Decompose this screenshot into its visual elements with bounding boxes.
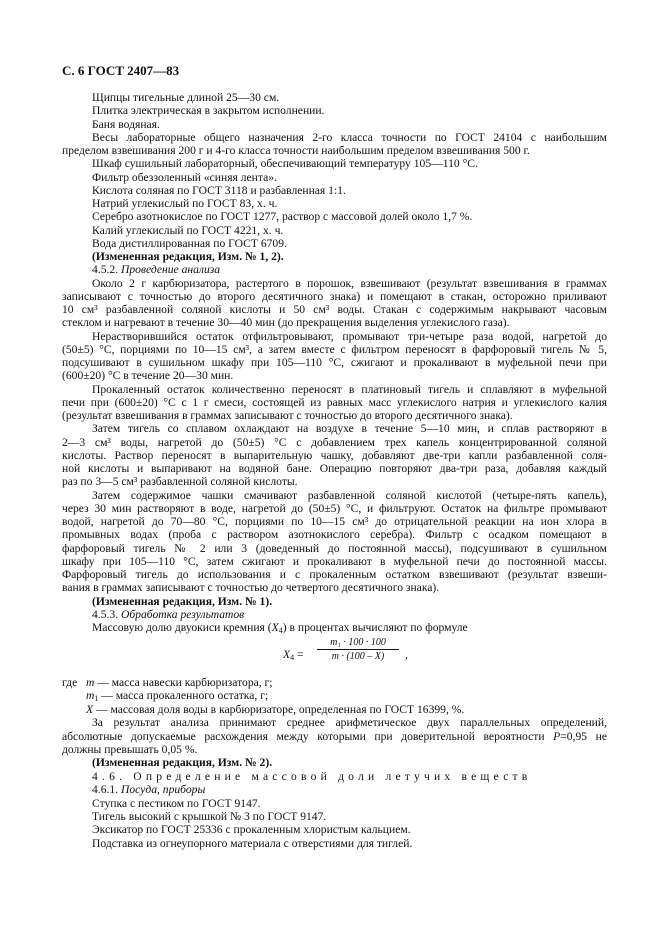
text-run: Калий углекислый по ГОСТ 4221, х. ч. xyxy=(92,223,284,237)
text-run: За результат анализа принимают среднее арифметическое двух параллельных определений, xyxy=(92,716,607,730)
text-run: Серебро азотнокислое по ГОСТ 1277, раствор с массовой долей около 1,7 %. xyxy=(92,210,473,224)
text-run: Натрий углекислый по ГОСТ 83, х. ч. xyxy=(92,197,278,210)
formula-equals: = xyxy=(294,648,304,661)
text-run: ) в процентах вычисляют по формуле xyxy=(282,621,468,634)
text-line xyxy=(92,595,607,609)
text-line xyxy=(62,449,607,463)
text-run: (результат взвешивания в граммах записывают с точностью до второго десятичного знака). xyxy=(62,409,513,422)
text-run: Вода дистиллированная по ГОСТ 6709. xyxy=(92,236,287,250)
text-run: Нерастворившийся остаток отфильтровывают, промывают три-четыре раза водой, нагретой до xyxy=(92,329,607,343)
text-run: P xyxy=(553,729,561,743)
text-run: 4.6. Определение массовой доли летучих веществ xyxy=(92,769,532,783)
definition-line xyxy=(62,676,607,690)
text-line xyxy=(92,197,607,211)
text-run: Фильтр обеззоленный «синяя лента». xyxy=(92,170,277,184)
text-line xyxy=(92,157,607,171)
text-line xyxy=(62,502,607,516)
formula-denominator: m · (100 – X) xyxy=(331,651,385,662)
text-run: (Измененная редакция, Изм. № 1, 2). xyxy=(92,250,284,263)
text-run: 4.5.3. xyxy=(92,607,121,621)
text-run: (600±20) °С в течение 20—30 мин. xyxy=(62,369,234,383)
text-line xyxy=(92,237,607,251)
text-run: Щипцы тигельные длиной 25—30 см. xyxy=(92,91,280,104)
text-line xyxy=(92,330,607,344)
text-line xyxy=(92,184,607,198)
text-run: — массовая доля воды в карбюризаторе, определенная по ГОСТ 16399, %. xyxy=(93,702,465,716)
text-run: Эксикатор по ГОСТ 25336 с прокаленным хлористым кальцием. xyxy=(92,823,411,837)
text-line xyxy=(62,462,607,476)
text-run: X xyxy=(271,621,279,634)
text-line xyxy=(92,770,607,784)
text-line xyxy=(62,369,607,383)
text-run: Около 2 г карбюризатора, растертого в порошок, взвешивают (результат взвешивания в граммах xyxy=(92,276,607,290)
text-run: печи при (600±20) °С с 1 г смеси, состоящей из равных масс углекислого натрия и углекислого калия xyxy=(62,395,607,409)
text-run: вания в граммах записывают с точностью до четвертого десятичного знака). xyxy=(62,581,440,595)
text-run: (Измененная редакция, Изм. № 2). xyxy=(92,756,273,770)
text-line xyxy=(92,823,607,837)
text-line xyxy=(62,743,607,757)
text-run: стеклом и нагревают в течение 30—40 мин (до прекращения выделения углекислого газа). xyxy=(62,316,510,330)
formula-subscript: 4 xyxy=(290,653,295,662)
text-run: — масса навески карбюризатора, г; xyxy=(94,676,273,689)
text-run: Затем содержимое чашки смачивают разбавленной соляной кислотой (четыре-пять капель), xyxy=(92,488,607,502)
text-run: Весы лабораторные общего назначения 2-го класса точности по ГОСТ 24104 с наибольшим xyxy=(92,130,607,144)
text-line xyxy=(62,396,607,410)
text-line xyxy=(92,250,607,264)
text-line xyxy=(62,475,607,489)
text-run: записывают с точностью до второго десятичного знака) и помещают в стакан, осторожно приливают xyxy=(62,289,607,303)
definition-line xyxy=(86,689,607,703)
text-line xyxy=(92,783,607,797)
page-header: С. 6 ГОСТ 2407—83 xyxy=(62,63,180,78)
text-line xyxy=(62,436,607,450)
text-run: Затем тигель со сплавом охлаждают на воздухе в течение 5—10 мин, и сплав растворяют в xyxy=(92,422,607,436)
text-run: Обработка результатов xyxy=(120,607,245,621)
formula-numerator: m₁ · 100 · 100 xyxy=(317,636,399,650)
text-run: должны превышать 0,05 %. xyxy=(62,743,198,756)
text-line xyxy=(92,837,607,851)
text-run: где xyxy=(62,676,78,689)
text-line xyxy=(92,263,607,277)
text-run: Шкаф сушильный лабораторный, обеспечивающий температуру 105—110 °С. xyxy=(92,157,478,171)
text-line xyxy=(92,608,607,622)
text-line xyxy=(62,144,607,158)
text-line xyxy=(92,810,607,824)
text-line xyxy=(92,277,607,291)
text-line xyxy=(62,528,607,542)
text-run: промывных водах (проба с раствором азотнокислого серебра). Фильтр с осадком помещают в xyxy=(62,528,607,542)
text-run: фарфоровый тигель № 2 или 3 (доведенный до постоянной массы), подсушивают в сушильном xyxy=(62,541,607,555)
text-run: 4.5.2. xyxy=(92,263,121,277)
text-run: подсушивают в сушильном шкафу при 105—110 °С, сжигают и прокаливают в муфельной печи при xyxy=(62,356,607,369)
text-line xyxy=(92,383,607,397)
text-run: m xyxy=(86,676,95,689)
text-run: Ступка с пестиком по ГОСТ 9147. xyxy=(92,796,261,810)
text-run: кислоты. Раствор переносят в выпарительную чашку, добавляют две-три капли разбавленной соля- xyxy=(62,448,607,462)
text-line xyxy=(62,409,607,423)
text-run: Посуда, приборы xyxy=(120,783,206,797)
text-line xyxy=(92,716,607,730)
text-line xyxy=(62,555,607,569)
formula-fraction xyxy=(317,636,399,663)
text-run: Тигель высокий с крышкой № 3 по ГОСТ 9147. xyxy=(92,810,327,823)
text-run: (Измененная редакция, Изм. № 1). xyxy=(92,594,273,608)
text-run: 4.6.1. xyxy=(92,783,121,797)
text-run: Подставка из огнеупорного материала с отверстиями для тиглей. xyxy=(92,836,413,850)
formula-comma: , xyxy=(405,648,408,661)
text-run: (50±5) °С, порциями по 10—15 см³, а затем вместе с фильтром переносят в фарфоровый тигель № 5, xyxy=(62,342,607,356)
text-line xyxy=(92,210,607,224)
text-line xyxy=(62,303,607,317)
text-line xyxy=(92,422,607,436)
text-run: =0,95 не xyxy=(560,729,607,743)
text-run: m xyxy=(86,689,95,703)
text-run: Массовую долю двуокиси кремния ( xyxy=(92,621,272,634)
text-line xyxy=(92,104,607,118)
text-run: — масса прокаленного остатка, г; xyxy=(98,689,269,703)
text-run: Фарфоровый тигель до использования и с прокаленным остатком взвешивают (результат взвеши- xyxy=(62,568,607,581)
text-run: Прокаленный остаток количественно переносят в платиновый тигель и сплавляют в муфельной xyxy=(92,382,607,396)
text-line xyxy=(62,581,607,595)
text-run: пределом взвешивания 200 г и 4-го класса точности наибольшим пределом взвешивания 500 г. xyxy=(62,144,530,157)
text-run: водой, нагретой до 70—80 °С, порциями по 10—15 см³ до отрицательной реакции на ион хлора в xyxy=(62,515,607,528)
definition-line xyxy=(86,703,607,717)
text-run: абсолютные допускаемые расхождения между которыми при доверительной вероятности xyxy=(62,729,554,743)
text-run: 1 xyxy=(94,694,99,704)
text-run: Проведение анализа xyxy=(120,263,221,277)
text-line xyxy=(92,756,607,770)
text-line xyxy=(92,118,607,132)
text-line xyxy=(92,621,607,635)
text-line xyxy=(62,542,607,556)
text-run: X xyxy=(86,702,94,716)
text-run: ной кислоты и выпаривают на водяной бане. Операцию повторяют два-три раза, добавляя каждый xyxy=(62,462,607,475)
text-run: Кислота соляная по ГОСТ 3118 и разбавленная 1:1. xyxy=(92,183,346,197)
text-line xyxy=(62,515,607,529)
text-line xyxy=(92,224,607,238)
text-line xyxy=(62,343,607,357)
text-line xyxy=(92,131,607,145)
text-run: 4 xyxy=(278,626,283,635)
text-run: через 30 мин растворяют в воде, нагретой до (50±5) °С, и фильтруют. Остаток на фильтре промывают xyxy=(62,501,607,515)
text-line xyxy=(62,568,607,582)
formula-symbol: X xyxy=(283,648,291,661)
text-line xyxy=(62,290,607,304)
text-run: шкафу при 105—110 °С, затем сжигают и прокаливают в муфельной печи до постоянной массы. xyxy=(62,554,607,568)
text-line xyxy=(92,171,607,185)
formula-lhs xyxy=(283,648,304,662)
text-line xyxy=(62,730,607,744)
text-run: Баня водяная. xyxy=(92,117,160,131)
text-run: Плитка электрическая в закрытом исполнении. xyxy=(92,104,325,118)
text-line xyxy=(92,91,607,105)
text-run: 2—3 см³ воды, нагретой до (50±5) °С с добавлением трех капель концентрированной соляной xyxy=(62,435,607,449)
text-line xyxy=(92,797,607,811)
text-line xyxy=(62,356,607,370)
text-run: 10 см³ разбавленной соляной кислоты и 50 см³ воды. Стакан с содержимым накрывают часовым xyxy=(62,303,607,316)
text-run: раз по 3—5 см³ разбавленной соляной кислоты. xyxy=(62,475,298,489)
text-line xyxy=(92,489,607,503)
text-line xyxy=(62,316,607,330)
